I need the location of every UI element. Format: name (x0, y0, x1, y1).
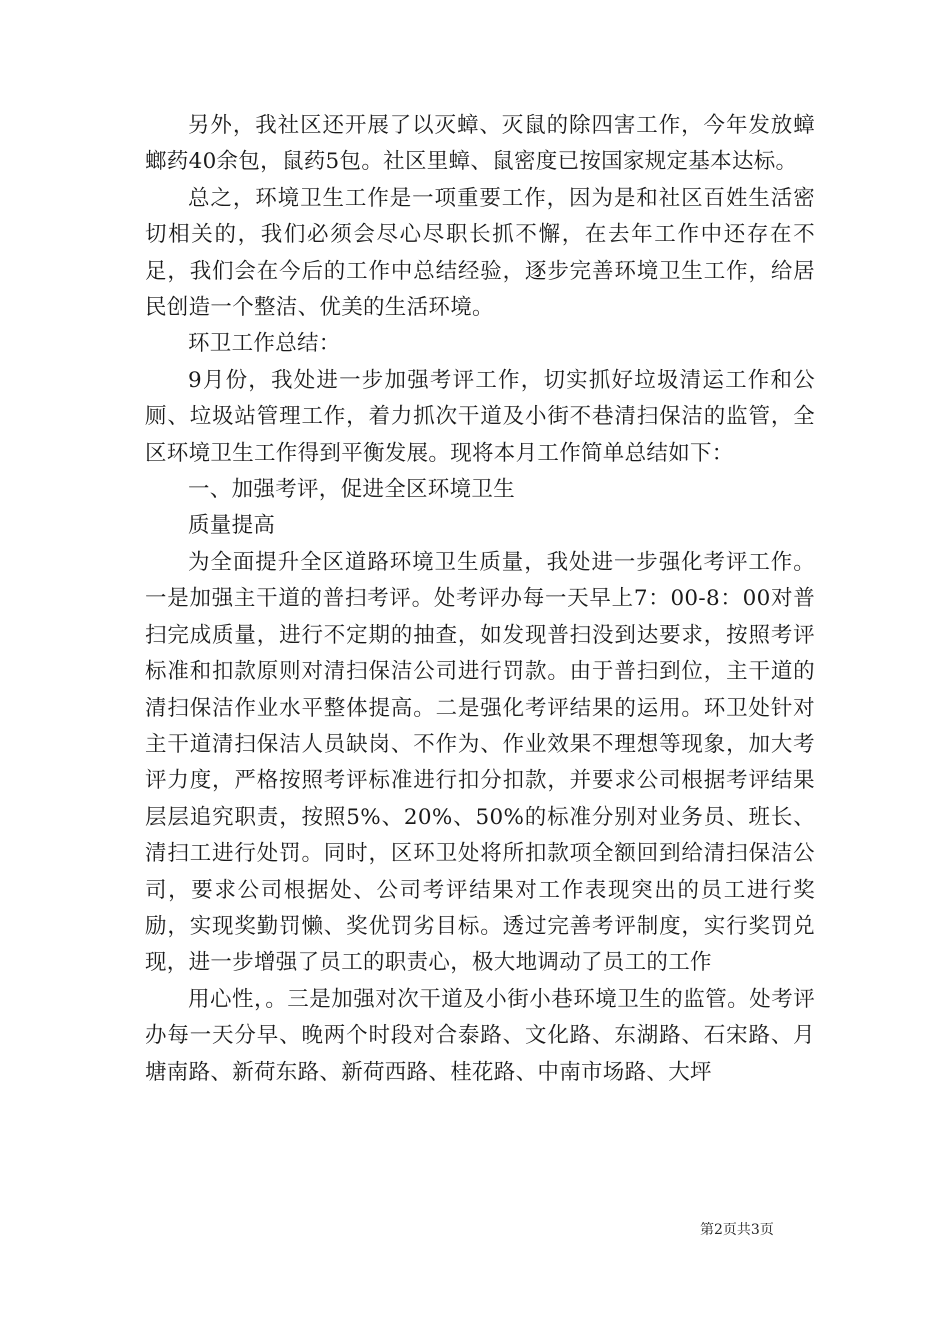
paragraph-conclusion: 总之，环境卫生工作是一项重要工作，因为是和社区百姓生活密切相关的，我们必须会尽心尽职长抓不懈，在去年工作中还存在不足，我们会在今后的工作中总结经验，逐步完善环境卫生工作，给居民创造一个整洁、优美的生活环境。 (145, 185, 815, 321)
paragraph-september-overview: 9月份，我处进一步加强考评工作，切实抓好垃圾清运工作和公厕、垃圾站管理工作，着力抓次干道及小街不巷清扫保洁的监管，全区环境卫生工作得到平衡发展。现将本月工作简单总结如下： (145, 367, 815, 466)
section-heading-quality: 质量提高 (188, 513, 276, 539)
section-heading-evaluation: 一、加强考评，促进全区环境卫生 (188, 477, 516, 503)
document-body (145, 108, 815, 1091)
page-number: 第2页共3页 (700, 1222, 774, 1238)
paragraph-evaluation-details: 为全面提升全区道路环境卫生质量，我处进一步强化考评工作。一是加强主干道的普扫考评。处考评办每一天早上7：00-8：00对普扫完成质量，进行不定期的抽查，如发现普扫没到达要求，按照考评标准和扣款原则对清扫保洁公司进行罚款。由于普扫到位，主干道的清扫保洁作业水平整体提高。二是强化考评结果的运用。环卫处针对主干道清扫保洁人员缺岗、不作为、作业效果不理想等现象，加大考评力度，严格按照考评标准进行扣分扣款，并要求公司根据考评结果层层追究职责，按照5%、20%、50%的标准分别对业务员、班长、清扫工进行处罚。同时，区环卫处将所扣款项全额回到给清扫保洁公司，要求公司根据处、公司考评结果对工作表现突出的员工进行奖励，实现奖勤罚懒、奖优罚劣目标。透过完善考评制度，实行奖罚兑现，进一步增强了员工的职责心，极大地调动了员工的工作 (145, 549, 815, 976)
paragraph-secondary-roads: 用心性，。三是加强对次干道及小街小巷环境卫生的监管。处考评办每一天分早、晚两个时段对合泰路、文化路、东湖路、石宋路、月塘南路、新荷东路、新荷西路、桂花路、中南市场路、大坪 (145, 986, 815, 1085)
section-heading-summary: 环卫工作总结： (188, 331, 341, 357)
paragraph-pest-control: 另外，我社区还开展了以灭蟑、灭鼠的除四害工作，今年发放蟑螂药40余包，鼠药5包。社区里蟑、鼠密度已按国家规定基本达标。 (145, 113, 815, 175)
